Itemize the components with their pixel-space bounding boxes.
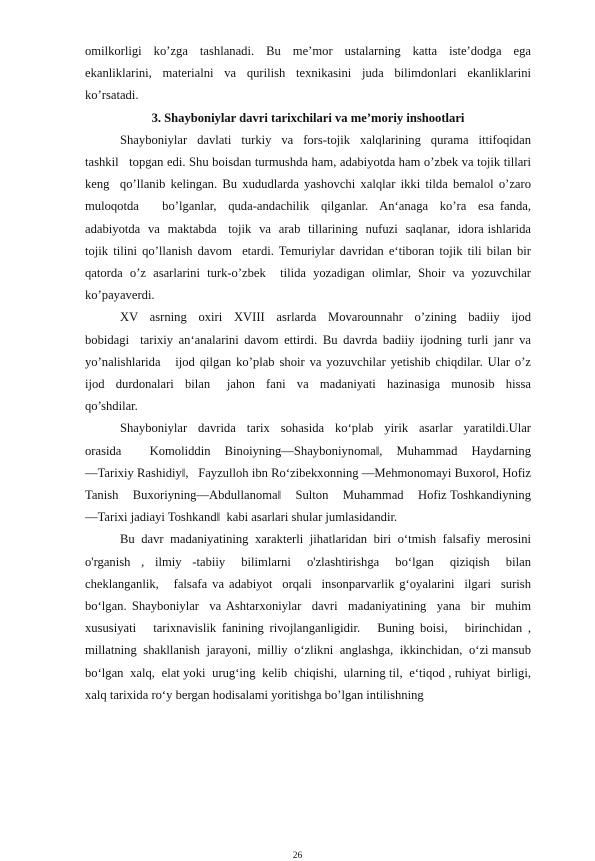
body-paragraph: Shayboniylar davlati turkiy va fors-tojik xalqlarining qurama ittifoqidan tashkil topgan edi. Shu boisdan turmushda ham, adabiyotda ham o’zbek va tojik tillari keng qo’llanib kelingan. Bu xududlarda yashovchi xalqlar ikki tilda bemalol o’zaro muloqotda bo’lganlar, quda-andachilik qilganlar. An‘anaga ko’ra esa fanda, adabiyotda va maktabda tojik va arab tillarining nufuzi saqlanar, idora ishlarida tojik tilini qo’llanish davom etardi. Temuriylar davridan e‘tiboran tojik tili bilan bir qatorda o’z asarlarini turk-o’zbek tilida yozadigan olimlar, Shoir va yozuvchilar ko’payaverdi. bbox=[85, 132, 538, 303]
body-paragraph: Shayboniylar davrida tarix sohasida ko‘plab yirik asarlar yaratildi.Ular orasida Komoliddin Binoiyning―Shayboniynoma‖, Muhammad Haydarning ―Tarixiy Rashidiy‖, Fayzulloh ibn Ro‘zibekxonning ―Mehmonomayi Buxoro‖, Hofiz Tanish Buxoriyning―Abdullanoma‖ Sulton Muhammad Hofiz Toshkandiyning ―Tarixi jadiayi Toshkand‖ kabi asarlari shular jumlasidandir. bbox=[85, 421, 544, 525]
body-paragraph-continuation: omilkorligi ko’zga tashlanadi. Bu me’mor ustalarning katta iste’dodga ega ekanliklarini, materialni va qurilish texnikasini juda bilimdonlari ekanliklarini ko’rsatadi. bbox=[85, 44, 535, 103]
body-paragraph: XV asrning oxiri XVIII asrlarda Movarounnahr o’zining badiiy ijod bobidagi tarixiy an‘analarini davom ettirdi. Bu davrda badiiy ijodning turli janr va yo’nalishlarida ijod qilgan ko’plab shoir va yozuvchilar yetishib chiqdilar. Ular o’z ijod durdonalari bilan jahon fani va madaniyati hazinasiga munosib hissa qo’shdilar. bbox=[85, 310, 538, 414]
section-heading: 3. Shayboniylar davri tarixchilari va me’moriy inshootlari bbox=[151, 110, 465, 125]
document-page bbox=[85, 40, 544, 706]
page-number: 26 bbox=[292, 851, 303, 861]
body-paragraph: Bu davr madaniyatining xarakterli jihatlaridan biri o‘tmish falsafiy merosini o'rganish , ilmiy -tabiiy bilimlarni o'zlashtirishga bo‘lgan qiziqish bilan cheklanganlik, falsafa va adabiyot orqali insonparvarlik g‘oyalarini ilgari surish bo‘lgan. Shayboniylar va Ashtarxoniylar davri madaniyatining yana bir muhim xususiyati tarixnavislik fanining rivojlanganligidir. Buning boisi, birinchidan , millatning shakllanish jarayoni, milliy o‘zlikni anglashga, ikkinchidan, o‘zi mansub bo‘lgan xalq, elat yoki urug‘ing kelib chiqishi, ularning til, e‘tiqod , ruhiyat birligi, xalq tarixida ro‘y bergan hodisalami yoritishga bo’lgan intilishning bbox=[85, 532, 538, 702]
